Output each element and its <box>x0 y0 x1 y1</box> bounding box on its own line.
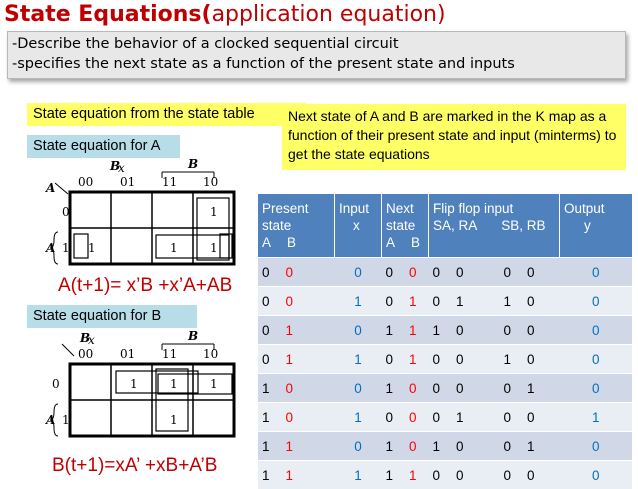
kmap-a-cell-1-2: 1 <box>170 241 178 255</box>
cell-output: 0 <box>560 287 633 316</box>
kmap-a-col-00: 00 <box>78 175 93 189</box>
kmap-a-label-b: B <box>109 159 120 173</box>
cell-output: 0 <box>560 258 633 287</box>
cell-input: 1 <box>335 345 382 374</box>
kmap-b-col-10: 10 <box>203 347 218 361</box>
header-flip-flop-input: Flip flop input SA, RA SB, RB <box>429 194 560 258</box>
table-row <box>258 316 632 345</box>
cell-output: 0 <box>560 316 633 345</box>
kmap-a-row-0: 0 <box>62 205 70 219</box>
cell-input: 0 <box>335 258 382 287</box>
kmap-a-row-1: 1 <box>62 241 70 255</box>
cell-flip-flop-input: 1 0 0 0 <box>429 316 560 345</box>
cell-next-state: 1 1 <box>382 461 429 489</box>
cell-present-state: 0 0 <box>258 287 335 316</box>
cell-present-state: 1 1 <box>258 432 335 461</box>
cell-present-state: 0 1 <box>258 316 335 345</box>
cell-next-state: 0 1 <box>382 345 429 374</box>
kmap-b-row-1-label-a: A <box>45 413 55 427</box>
table-row <box>258 461 632 489</box>
kmap-b-label-x: x <box>88 333 95 347</box>
cell-output: 0 <box>560 461 633 489</box>
kmap-b-label-b: B <box>79 331 90 345</box>
kmap-b <box>40 330 240 450</box>
cell-present-state: 1 1 <box>258 461 335 489</box>
cell-output: 0 <box>560 432 633 461</box>
label-from-state-table: State equation from the state table <box>27 103 307 126</box>
description-box <box>7 31 626 79</box>
cell-output: 0 <box>560 345 633 374</box>
cell-next-state: 0 1 <box>382 287 429 316</box>
kmap-b-col-00: 00 <box>78 347 93 361</box>
kmap-a-label-x: x <box>118 161 125 175</box>
kmap-a-row-var: A <box>45 181 55 195</box>
cell-flip-flop-input: 1 0 0 1 <box>429 432 560 461</box>
cell-flip-flop-input: 0 0 0 1 <box>429 374 560 403</box>
title-bold: State Equations( <box>4 2 212 27</box>
kmap-b-col-label-b: B <box>187 330 198 343</box>
description-line-1: -Describe the behavior of a clocked sequential circuit <box>12 36 399 52</box>
kmap-a-cell-0-3: 1 <box>210 205 218 219</box>
equation-b: B(t+1)=xA’ +xB+A’B <box>52 455 217 477</box>
cell-flip-flop-input: 0 1 1 0 <box>429 287 560 316</box>
kmap-b-cell-0-2: 1 <box>170 377 178 391</box>
cell-present-state: 1 0 <box>258 374 335 403</box>
label-equation-for-a: State equation for A <box>27 135 180 158</box>
cell-input: 1 <box>335 461 382 489</box>
kmap-b-row-0: 0 <box>52 377 60 391</box>
cell-present-state: 0 1 <box>258 345 335 374</box>
state-table-header <box>258 194 632 258</box>
kmap-a-col-11: 11 <box>162 175 177 189</box>
cell-input: 1 <box>335 403 382 432</box>
table-row <box>258 258 632 287</box>
kmap-b-row-1: 1 <box>62 413 70 427</box>
header-next-state: Next state A B <box>382 194 429 258</box>
title-close: ) <box>437 2 446 27</box>
table-row <box>258 432 632 461</box>
cell-flip-flop-input: 0 0 0 0 <box>429 461 560 489</box>
cell-next-state: 0 0 <box>382 258 429 287</box>
equation-a: A(t+1)= x’B +x’A+AB <box>58 275 232 297</box>
title-normal: application equation <box>212 2 437 27</box>
header-output: Output y <box>560 194 633 258</box>
kmap-b-cell-0-1: 1 <box>130 377 138 391</box>
kmap-b-cell-0-3: 1 <box>210 377 218 391</box>
table-row <box>258 287 632 316</box>
table-row <box>258 374 632 403</box>
cell-input: 0 <box>335 374 382 403</box>
kmap-a-col-label-b: B <box>187 158 198 171</box>
cell-flip-flop-input: 0 0 1 0 <box>429 345 560 374</box>
state-table-body <box>258 258 632 489</box>
slide-title <box>4 0 446 30</box>
header-present-state: Present state A B <box>258 194 335 258</box>
header-input: Input x <box>335 194 382 258</box>
kmap-b-col-11: 11 <box>162 347 177 361</box>
cell-next-state: 1 1 <box>382 316 429 345</box>
cell-next-state: 1 0 <box>382 432 429 461</box>
cell-next-state: 1 0 <box>382 374 429 403</box>
kmap-a-col-10: 10 <box>203 175 218 189</box>
kmap-b-col-01: 01 <box>120 347 135 361</box>
kmap-a-row-1-label-a: A <box>45 241 55 255</box>
kmap-a-cell-1-0: 1 <box>88 241 96 255</box>
label-equation-for-b: State equation for B <box>27 305 197 328</box>
cell-output: 1 <box>560 403 633 432</box>
cell-flip-flop-input: 0 0 0 0 <box>429 258 560 287</box>
cell-input: 0 <box>335 432 382 461</box>
info-box: Next state of A and B are marked in the K map as a function of their present state and input (minterms) to get the state equations <box>282 104 626 170</box>
kmap-a-col-01: 01 <box>120 175 135 189</box>
cell-input: 0 <box>335 316 382 345</box>
description-line-2: -specifies the next state as a function of the present state and inputs <box>12 56 515 72</box>
kmap-b-cell-1-2: 1 <box>170 413 178 427</box>
state-table <box>258 194 632 489</box>
cell-next-state: 0 0 <box>382 403 429 432</box>
table-row <box>258 345 632 374</box>
table-row <box>258 403 632 432</box>
cell-present-state: 1 0 <box>258 403 335 432</box>
cell-present-state: 0 0 <box>258 258 335 287</box>
kmap-a <box>40 158 240 268</box>
cell-output: 0 <box>560 374 633 403</box>
cell-input: 1 <box>335 287 382 316</box>
cell-flip-flop-input: 0 1 0 0 <box>429 403 560 432</box>
kmap-a-cell-1-3: 1 <box>210 241 218 255</box>
